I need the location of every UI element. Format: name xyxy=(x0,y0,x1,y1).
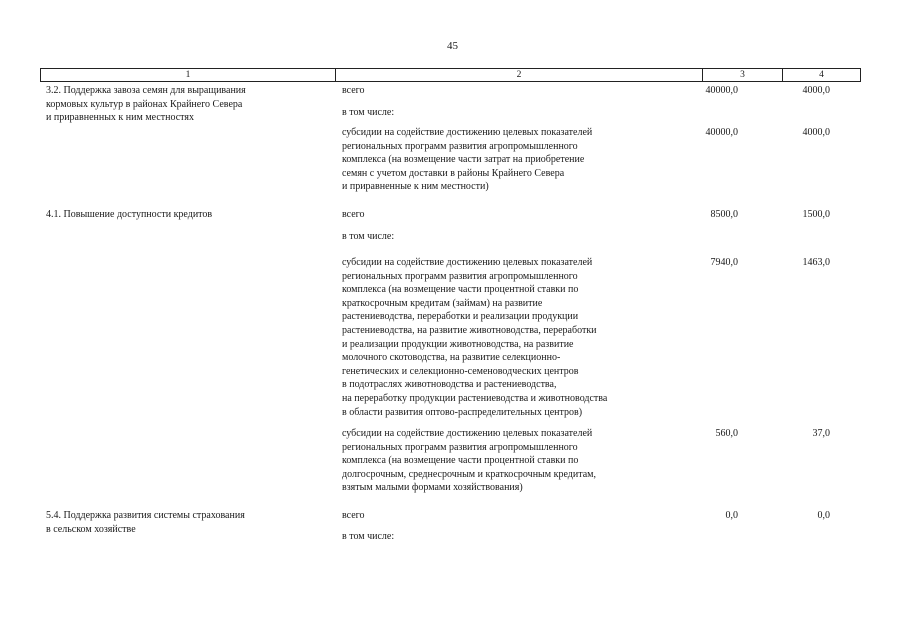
section-title-line: 4.1. Повышение доступности кредитов xyxy=(46,209,213,220)
column-header-3: 3 xyxy=(702,68,783,82)
item-text-line: субсидии на содействие достижению целевых показателей xyxy=(342,127,593,138)
column-header-2: 2 xyxy=(335,68,703,82)
total-label: всего xyxy=(342,209,365,220)
total-label: всего xyxy=(342,510,365,521)
item-text-line: в подотраслях животноводства и растениеводства, xyxy=(342,379,557,391)
item-text-line: региональных программ развития агропромышленного xyxy=(342,140,578,152)
total-value-col4: 1500,0 xyxy=(802,209,830,220)
item-text-line: и реализации продукции животноводства, на развитие xyxy=(342,338,574,350)
column-header-1: 1 xyxy=(40,68,336,82)
section-title-line: и приравненных к ним местностях xyxy=(46,112,195,123)
item-value-col3: 560,0 xyxy=(715,428,738,439)
item-text-line: субсидии на содействие достижению целевых показателей xyxy=(342,257,593,268)
total-value-col3: 8500,0 xyxy=(710,209,738,220)
item-text-line: региональных программ развития агропромышленного xyxy=(342,270,578,282)
item-value-col4: 1463,0 xyxy=(802,257,830,268)
total-value-col4: 0,0 xyxy=(817,510,830,521)
table-header xyxy=(40,68,861,82)
item-text-line: комплекса (на возмещение части процентной ставки по xyxy=(342,284,579,296)
total-value-col3: 0,0 xyxy=(725,510,738,521)
item-text-line: растениеводства, переработки и реализации продукции xyxy=(342,311,579,323)
item-value-col4: 4000,0 xyxy=(802,127,830,138)
including-label: в том числе: xyxy=(342,231,395,242)
section-title-line: 3.2. Поддержка завоза семян для выращивания xyxy=(46,85,246,96)
item-text-line: генетических и селекционно-семеноводческих центров xyxy=(342,365,579,377)
item-value-col4: 37,0 xyxy=(812,428,830,439)
section-title-line: 5.4. Поддержка развития системы страхования xyxy=(46,510,245,521)
column-header-4: 4 xyxy=(782,68,861,82)
item-text-line: на переработку продукции растениеводства и животноводства xyxy=(342,393,608,404)
item-value-col3: 7940,0 xyxy=(710,257,738,268)
item-text-line: субсидии на содействие достижению целевых показателей xyxy=(342,428,593,439)
section-title-line: кормовых культур в районах Крайнего Севера xyxy=(46,98,243,110)
section-title-line: в сельском хозяйстве xyxy=(46,523,136,535)
item-text-line: региональных программ развития агропромышленного xyxy=(342,441,578,453)
total-label: всего xyxy=(342,85,365,96)
item-text-line: комплекса (на возмещение части затрат на приобретение xyxy=(342,154,585,165)
including-label: в том числе: xyxy=(342,531,395,542)
item-text-line: взятым малыми формами хозяйствования) xyxy=(342,482,523,494)
item-text-line: молочного скотоводства, на развитие селекционно- xyxy=(342,352,561,364)
item-text-line: краткосрочным кредитам (займам) на развитие xyxy=(342,297,543,309)
page-number: 45 xyxy=(447,40,458,52)
including-label: в том числе: xyxy=(342,107,395,118)
item-text-line: долгосрочным, среднесрочным и краткосрочным кредитам, xyxy=(342,468,596,480)
item-text-line: растениеводства, на развитие животноводства, переработки xyxy=(342,325,597,336)
item-text-line: семян с учетом доставки в районы Крайнего Севера xyxy=(342,167,565,179)
item-value-col3: 40000,0 xyxy=(705,127,738,138)
item-text-line: комплекса (на возмещение части процентной ставки по xyxy=(342,455,579,467)
item-text-line: в области развития оптово-распределительных центров) xyxy=(342,406,583,418)
total-value-col3: 40000,0 xyxy=(705,85,738,96)
item-text-line: и приравненные к ним местности) xyxy=(342,181,489,192)
total-value-col4: 4000,0 xyxy=(802,85,830,96)
